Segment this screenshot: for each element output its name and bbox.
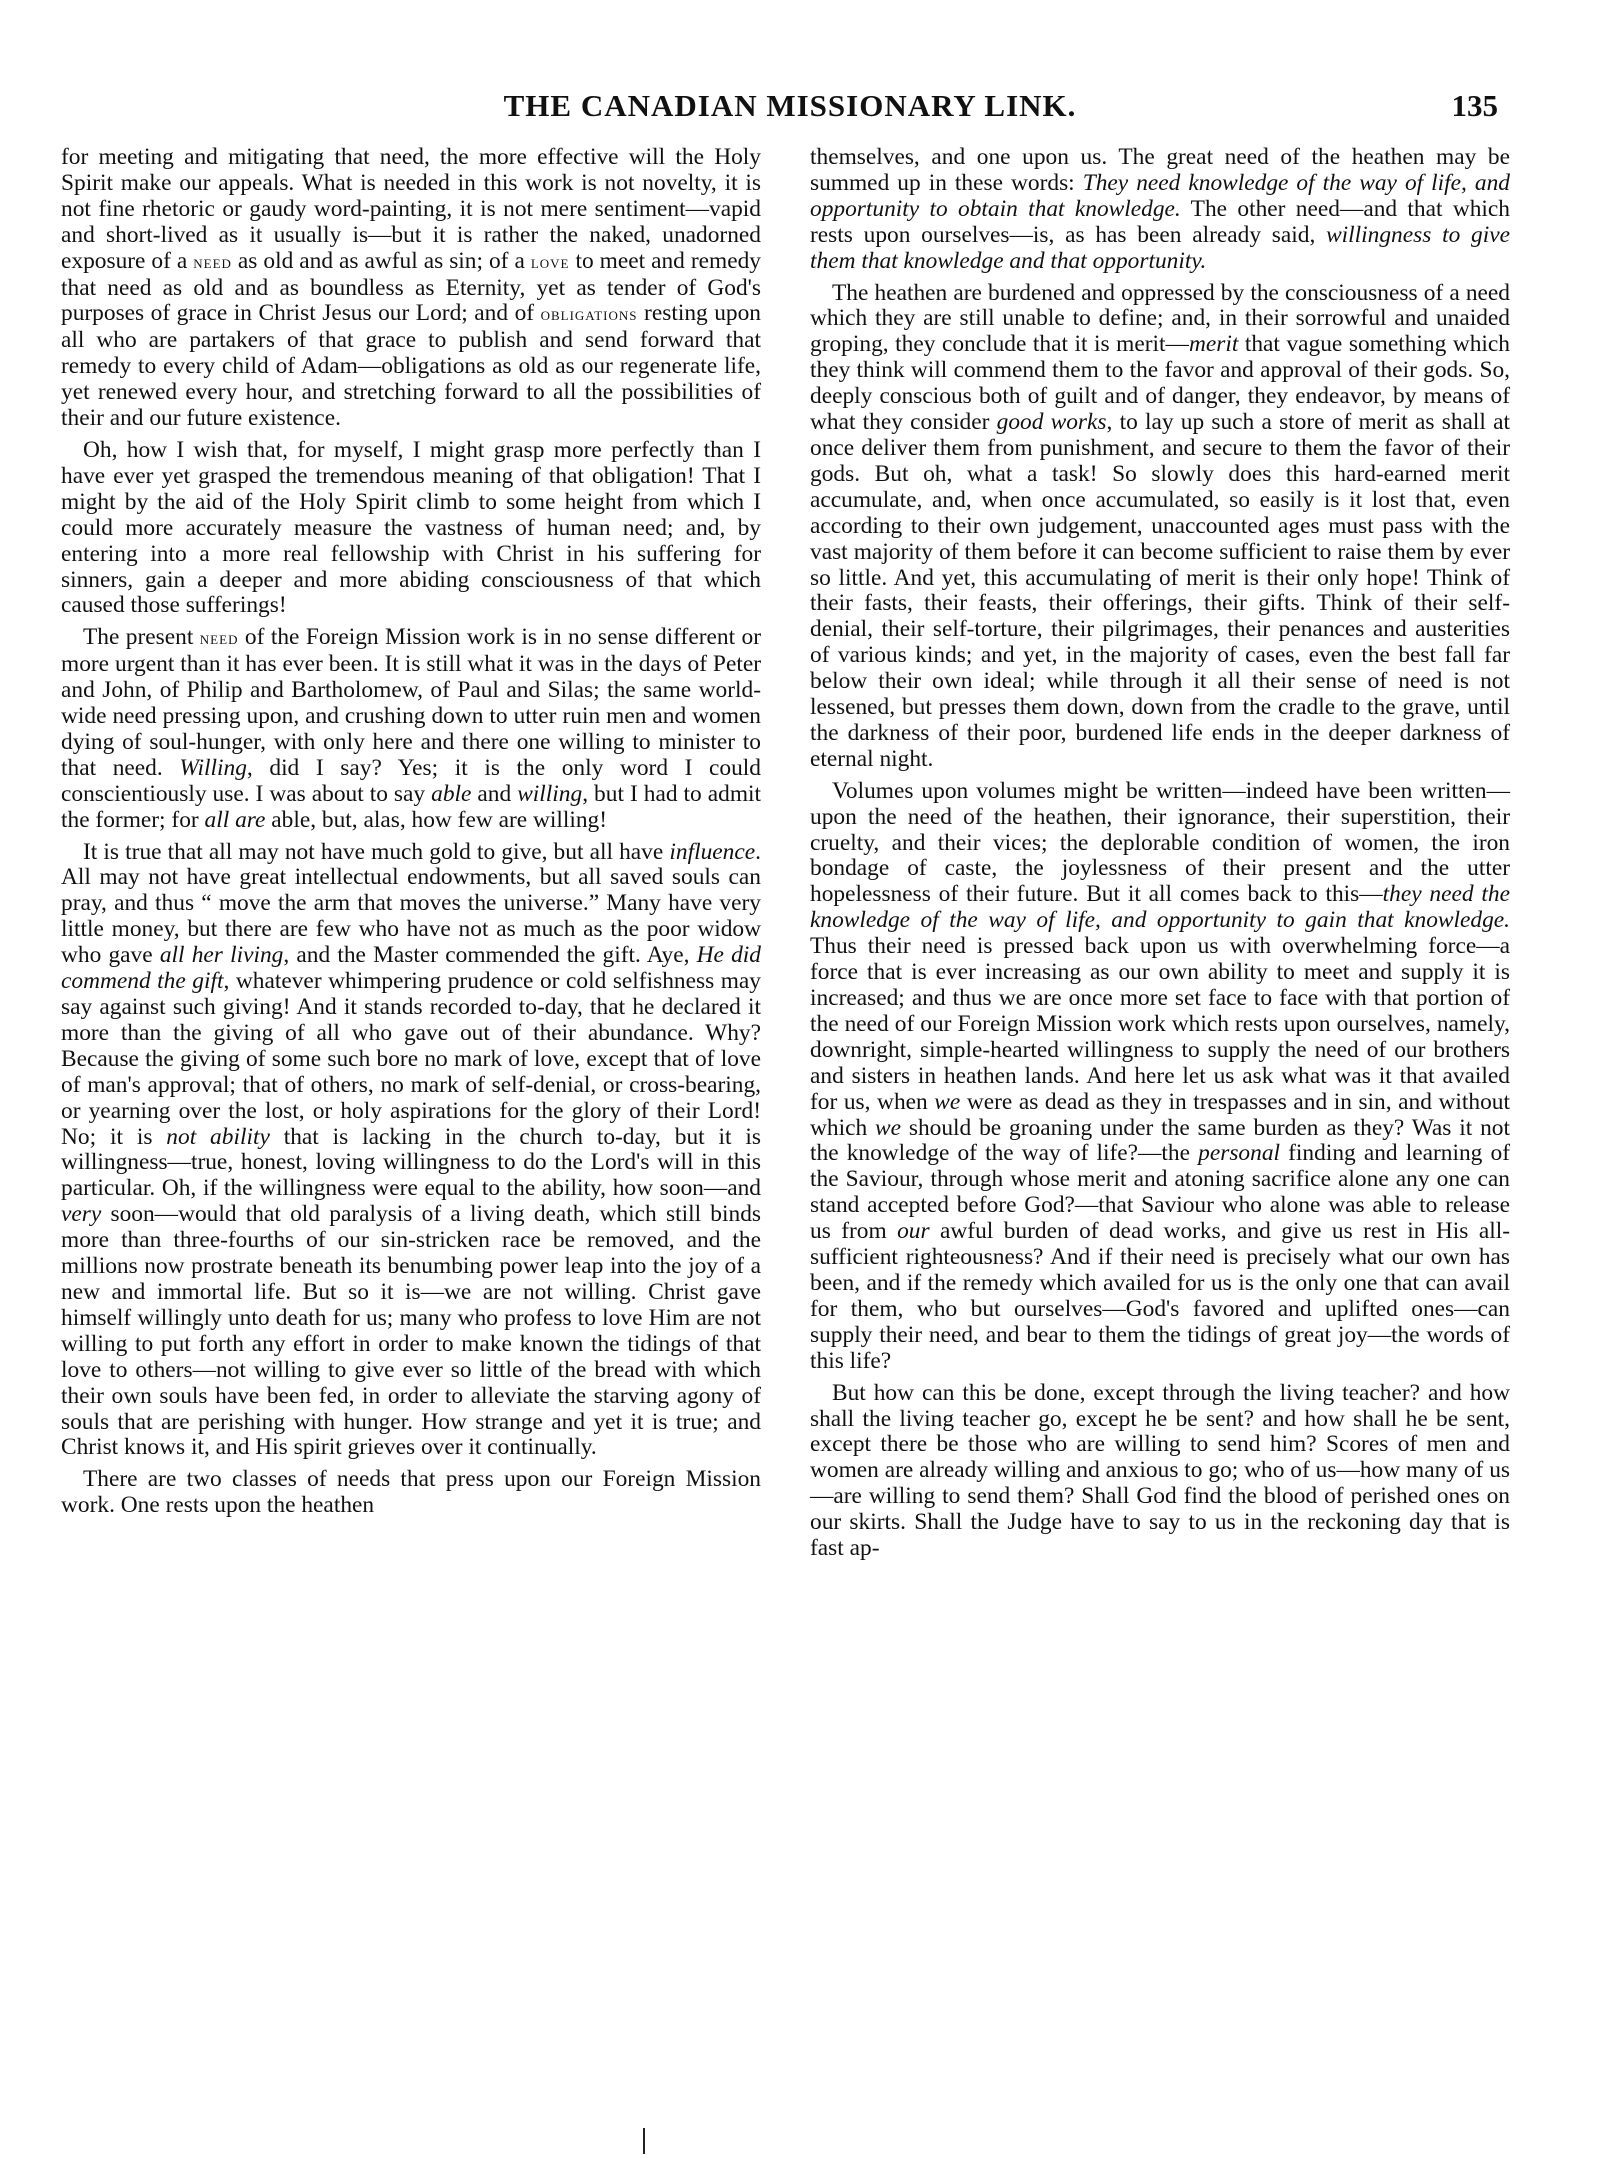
right-column (810, 145, 1510, 1562)
page-number: 135 (1451, 88, 1498, 123)
paragraph: The present need of the Foreign Mission work is in no sense different or more urgent than it has ever been. It is still what it was in the days of Peter and John, of Philip and Bartholomew, of Paul and Silas; the same world-wide need pressing upon, and crushing down to utter ruin men and women dying of soul-hunger, with only here and there one willing to minister to that need. Willing, did I say? Yes; it is the only word I could conscientiously use. I was about to say able and willing, but I had to admit the former; for all are able, but, alas, how few are willing! (61, 624, 762, 833)
paragraph: It is true that all may not have much gold to give, but all have influence. All may not have great intellectual endowments, but all saved souls can pray, and thus “ move the arm that moves the universe.” Many have very little money, but there are few who have not as much as the poor widow who gave all her living, and the Master commended the gift. Aye, He did commend the gift, whatever whimpering prudence or cold selfishness may say against such giving! And it stands recorded to-day, that he declared it more than the giving of all who gave out of their abundance. Why? Because the giving of some such bore no mark of love, except that of love of man's approval; that of others, no mark of self-denial, or cross-bearing, or yearning over the lost, or holy aspirations for the glory of their Lord! No; it is not ability that is lacking in the church to-day, but it is willingness—true, honest, loving willingness to do the Lord's will in this particular. Oh, if the willingness were equal to the ability, how soon—and very soon—would that old paralysis of a living death, which still binds more than three-fourths of our sin-stricken race be removed, and the millions now prostrate beneath its benumbing power leap into the joy of a new and immortal life. But so it is—we are not willing. Christ gave himself willingly unto death for us; many who profess to love Him are not willing to put forth any effort in order to make known the tidings of that love to others—not willing to give ever so little of the bread with which their own souls have been fed, in order to alleviate the starving agony of souls that are perishing with hunger. How strange and yet it is true; and Christ knows it, and His spirit grieves over it continually. (61, 838, 761, 1461)
print-mark (643, 2128, 645, 2154)
small-caps-word: need (193, 251, 232, 273)
paragraph: But how can this be done, except through the living teacher? and how shall the living teacher go, except he be sent? and how shall he be sent, except there be those who are willing to send him? Scores of men and women are already willing and anxious to go; who of us—how many of us—are willing to send them? Shall God find the blood of perished ones on our skirts. Shall the Judge have to say to us in the reckoning day that is fast ap- (810, 1379, 1510, 1562)
paragraph: Oh, how I wish that, for myself, I might grasp more perfectly than I have ever yet grasped the tremendous meaning of that obligation! That I might by the aid of the Holy Spirit climb to some height from which I could more accurately measure the vastness of human need; and, by entering into a more real fellowship with Christ in his suffering for sinners, gain a deeper and more abiding consciousness of that which caused those sufferings! (61, 436, 761, 619)
left-column (61, 145, 761, 1519)
small-caps-word: obligations (540, 304, 638, 326)
small-caps-word: love (530, 251, 570, 273)
paragraph: for meeting and mitigating that need, the more effective will the Holy Spirit make our appeals. What is needed in this work is not novelty, it is not fine rhetoric or gaudy word-painting, it is not mere sentiment—vapid and short-lived as it usually is—but it is rather the naked, unadorned exposure of a need as old and as awful as sin; of a love to meet and remedy that need as old and as boundless as Eternity, yet as tender of God's purposes of grace in Christ Jesus our Lord; and of obligations resting upon all who are partakers of that grace to publish and send forward that remedy to every child of Adam—obligations as old as our regenerate life, yet renewed every hour, and stretching forward to all the possibilities of their and our future existence. (61, 144, 762, 432)
page-header (60, 88, 1520, 134)
paragraph: themselves, and one upon us. The great need of the heathen may be summed up in these words: They need knowledge of the way of life, and opportunity to obtain that knowledge. The other need—and that which rests upon ourselves—is, as has been already said, willingness to give them that knowledge and that opportunity. (810, 144, 1511, 274)
journal-title: THE CANADIAN MISSIONARY LINK. (503, 88, 1077, 123)
paragraph: Volumes upon volumes might be written—indeed have been written—upon the need of the heathen, their ignorance, their superstition, their cruelty, and their vices; the deplorable condition of women, the iron bondage of caste, the joylessness of their present and the utter hopelessness of their future. But it all comes back to this—they need the knowledge of the way of life, and opportunity to gain that knowledge. Thus their need is pressed back upon us with overwhelming force—a force that is ever increasing as our own ability to meet and supply it is increased; and thus we are once more set face to face with that portion of the need of our Foreign Mission work which rests upon ourselves, namely, downright, simple-hearted willingness to supply the need of our brothers and sisters in heathen lands. And here let us ask what was it that availed for us, when we were as dead as they in trespasses and in sin, and without which we should be groaning under the same burden as they? Was it not the knowledge of the way of life?—the personal finding and learning of the Saviour, through whose merit and atoning sacrifice alone any one can stand accepted before God?—that Saviour who alone was able to release us from our awful burden of dead works, and give us rest in His all-sufficient righteousness? And if their need is precisely what our own has been, and if the remedy which availed for us is the only one that can avail for them, who but ourselves—God's favored and uplifted ones—can supply their need, and bear to them the tidings of great joy—the words of this life? (810, 777, 1511, 1374)
paragraph: The heathen are burdened and oppressed by the consciousness of a need which they are still unable to define; and, in their sorrowful and unaided groping, they conclude that it is merit—merit that vague something which they think will commend them to the favor and approval of their gods. So, deeply conscious both of guilt and of danger, they endeavor, by means of what they consider good works, to lay up such a store of merit as shall at once deliver them from punishment, and secure to them the favor of their gods. But oh, what a task! So slowly does this hard-earned merit accumulate, and, when once accumulated, so easily is it lost that, even according to their own judgement, unaccounted ages must pass with the vast majority of them before it can become sufficient to raise them by ever so little. And yet, this accumulating of merit is their only hope! Think of their fasts, their feasts, their offerings, their gifts. Think of their self-denial, their self-torture, their pilgrimages, their penances and austerities of various kinds; and yet, in the majority of cases, even the best fall far below their own ideal; while through it all their sense of need is not lessened, but presses them down, down from the cradle to the grave, until the darkness of their poor, burdened life ends in the deeper darkness of eternal night. (810, 279, 1510, 772)
paragraph: There are two classes of needs that press upon our Foreign Mission work. One rests upon the heathen (61, 1466, 761, 1519)
small-caps-word: need (199, 628, 239, 650)
